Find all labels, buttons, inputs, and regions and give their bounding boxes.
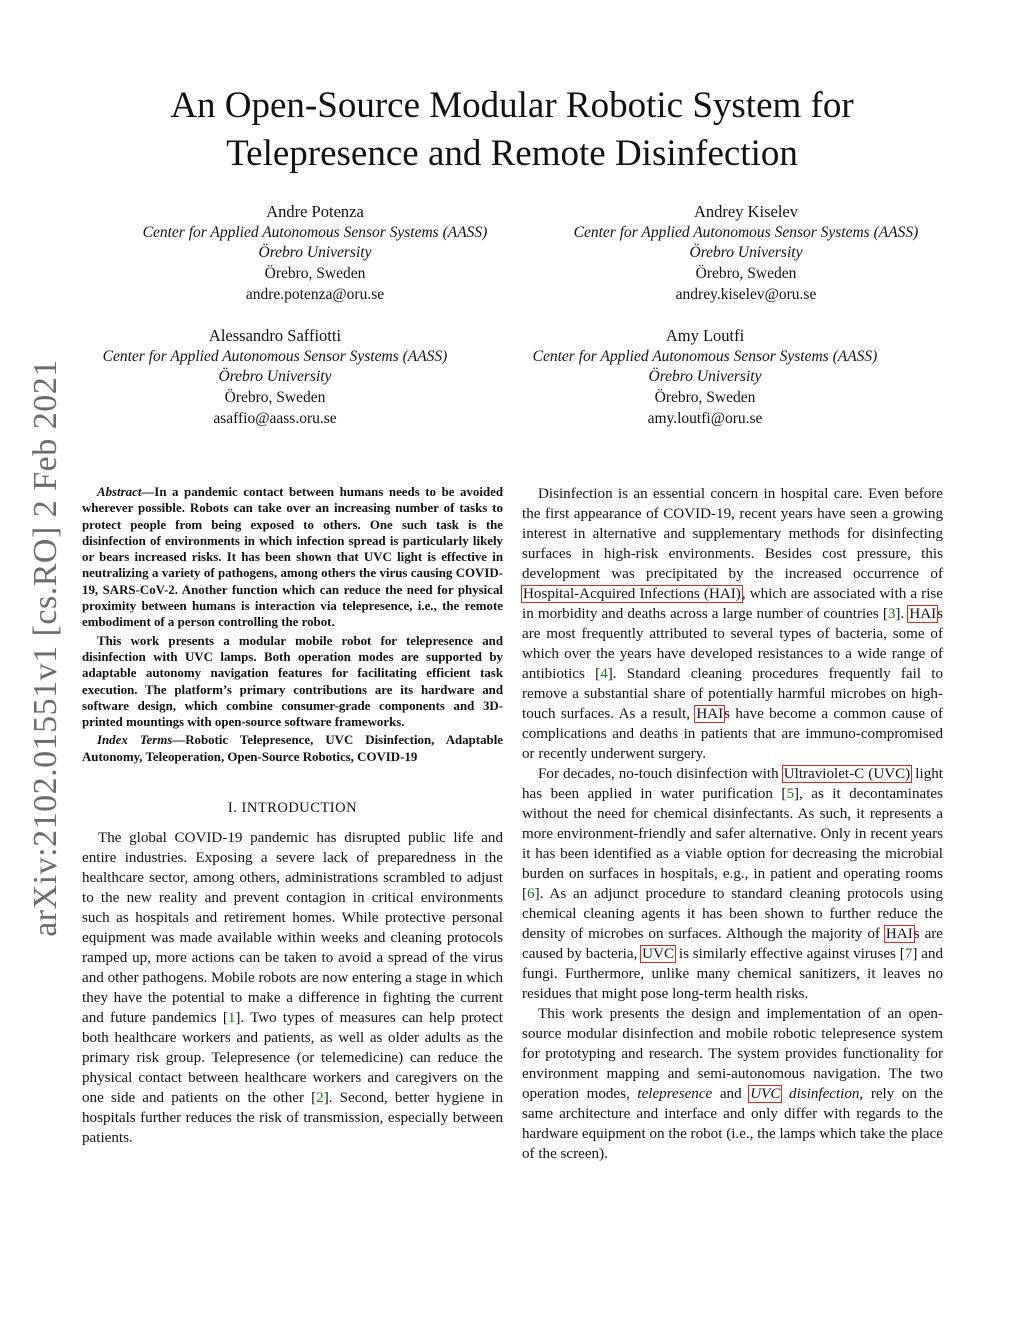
author-affiliation: Center for Applied Autonomous Sensor Systems (AASS) <box>102 347 448 365</box>
citation-link[interactable]: 3 <box>887 606 896 622</box>
abstract-label: Abstract <box>97 485 142 499</box>
text-run: is similarly effective against viruses <box>675 946 900 962</box>
text-run: . Two types of measures can help protect both healthcare workers and patients, as well as older adults as the primary risk group. Telepresence (or telemedicine) can reduce the physical contact between healthcare workers and caregivers on the one side and patients on the other <box>82 1010 503 1107</box>
left-column <box>82 484 503 1148</box>
acronym-link[interactable]: HAI <box>909 606 937 622</box>
paper-title <box>82 82 942 178</box>
text-run: s have become a common cause of complications and deaths in patients that are immuno-compromised or recently underwent surgery. <box>522 706 943 762</box>
text-run: . As an adjunct procedure to standard cleaning protocols using chemical cleaning agents it has been shown to further reduce the density of microbes on surfaces. Although the majority of <box>522 886 943 942</box>
section-title-rest: NTRODUCTION <box>246 800 358 817</box>
text-run: s are most frequently attributed to several types of bacteria, some of which over the years have developed resistances to a wide range of antibiotics <box>522 606 944 682</box>
text-run: . Second, better hygiene in hospitals further reduces the risk of transmission, especially between patients. <box>82 1090 503 1147</box>
acronym-link[interactable]: HAI <box>696 706 724 722</box>
body-paragraph-disinfection: Disinfection is an essential concern in hospital care. Even before the first appearance of COVID-19, recent years have seen a growing interest in alternative and supplementary methods for disinfecting surfaces in high-risk environments. Besides cost pressure, this development was precipitated by the increased occurrence of Hospital-Acquired Infections (HAI), which are associated with a rise in morbidity and deaths across a large number of countries [3]. HAIs are most frequently attributed to several types of bacteria, some of which over the years have developed resistances to a wide range of antibiotics [4]. Standard cleaning procedures frequently fail to remove a substantial share of potentially harmful microbes on high-touch surfaces. As a result, HAIs have become a common cause of complications and deaths in patients that are immuno-compromised or recently underwent surgery. <box>522 486 944 762</box>
text-run: light has been applied in water purification <box>522 766 943 802</box>
abstract-text-1: In a pandemic contact between humans needs to be avoided wherever possible. Robots can take over an increasing number of tasks to protect people from being exposed to others. One such task is the disinfection of environments in which infection spread is particularly likely or bears increased risks. It has been shown that UVC light is effective in neutralizing a variety of pathogens, among others the virus causing COVID-19, SARS-CoV-2. Another function which can reduce the need for physical proximity between humans is interaction via telepresence, i.e., the remote embodiment of a person controlling the robot. <box>82 485 503 630</box>
author-location: Örebro, Sweden <box>654 389 756 407</box>
citation-link[interactable]: 4 <box>600 666 608 682</box>
author-block-3 <box>70 326 480 430</box>
text-run: . Standard cleaning procedures frequently fail to remove a substantial share of potentially harmful microbes on high-touch surfaces. As a result, <box>522 666 943 722</box>
citation-link[interactable]: 1 <box>227 1010 236 1027</box>
intro-paragraph: The global COVID-19 pandemic has disrupted public life and entire industries. Exposing a severe lack of preparedness in the healthcare sector, among others, administrations scrambled to adjust to the new reality and prevent contagion in critical environments such as hospitals and retirement homes. While protective personal equipment was made available within weeks and cleaning protocols ramped up, more actions can be taken to avoid a spread of the virus and other pathogens. Mobile robots are now entering a stage in which they have the potential to make a difference in fighting the current and future pandemics [1]. Two types of measures can help protect both healthcare workers and patients, as well as older adults as the primary risk group. Telepresence (or telemedicine) can reduce the physical contact between healthcare workers and caregivers on the one side and patients on the other [2]. Second, better hygiene in hospitals further reduces the risk of transmission, especially between patients. <box>82 830 503 1147</box>
body-paragraph-uvc: For decades, no-touch disinfection with Ultraviolet-C (UVC) light has been applied in water purification [5], as it decontaminates without the need for chemical disinfectants. As such, it represents a more environment-friendly and safer alternative. Only in recent years it has been identified as a viable option for decreasing the microbial burden on surfaces in hospitals, e.g., in patient and operating rooms [6]. As an adjunct procedure to standard cleaning protocols using chemical cleaning agents it has been shown to further reduce the density of microbes on surfaces. Although the majority of HAIs are caused by bacteria, UVC is similarly effective against viruses [7] and fungi. Furthermore, unlike many chemical sanitizers, it leaves no residues that might pose long-term health risks. <box>522 766 943 1002</box>
index-terms: Index Terms—Robotic Telepresence, UVC Disinfection, Adaptable Autonomy, Teleoperation, Open-Source Robotics, COVID-19 <box>82 733 503 764</box>
citation-link[interactable]: 2 <box>316 1090 324 1107</box>
author-email[interactable]: asaffio@aass.oru.se <box>213 409 337 427</box>
body-paragraph-this-work <box>522 1004 943 1164</box>
text-run: s are caused by bacteria, <box>522 926 943 962</box>
citation-link[interactable]: 6 <box>527 886 535 902</box>
author-location: Örebro, Sweden <box>224 389 326 407</box>
text-run: For decades, no-touch disinfection with <box>538 766 783 782</box>
citation-link[interactable]: 7 <box>904 946 913 962</box>
arxiv-identifier: arXiv:2102.01551v1 [cs.RO] 2 Feb 2021 <box>27 359 64 937</box>
index-terms-text: Robotic Telepresence, UVC Disinfection, Adaptable Autonomy, Teleoperation, Open-Source Robotics, COVID-19 <box>82 733 503 764</box>
title-line-1: An Open-Source Modular Robotic System for <box>170 85 854 126</box>
author-location: Örebro, Sweden <box>695 265 797 283</box>
author-affiliation: Center for Applied Autonomous Sensor Systems (AASS) <box>573 223 919 241</box>
author-university: Örebro University <box>258 244 372 262</box>
acronym-link[interactable]: UVC <box>642 946 675 962</box>
text-run: . <box>900 606 909 622</box>
author-affiliation: Center for Applied Autonomous Sensor Systems (AASS) <box>532 347 878 365</box>
acronym-link[interactable]: Hospital-Acquired Infections (HAI) <box>523 586 741 602</box>
acronym-link[interactable]: Ultraviolet-C (UVC) <box>783 766 911 782</box>
section-first-letter: I <box>241 800 247 817</box>
author-location: Örebro, Sweden <box>264 265 366 283</box>
author-block-4 <box>500 326 910 430</box>
index-terms-label: Index Terms <box>97 733 173 748</box>
author-name: Alessandro Saffiotti <box>208 326 342 345</box>
abstract-paragraph-1: Abstract—In a pandemic contact between humans needs to be avoided wherever possible. Robots can take over an increasing number of tasks to protect people from being exposed to others. One such task is the disinfection of environments in which infection spread is particularly likely or bears increased risks. It has been shown that UVC light is effective in neutralizing a variety of pathogens, among others the virus causing COVID-19, SARS-CoV-2. Another function which can reduce the need for physical proximity between humans is interaction via telepresence, i.e., the remote embodiment of a person controlling the robot. <box>82 485 503 630</box>
citation-link[interactable]: 5 <box>786 786 794 802</box>
right-column <box>522 484 943 1164</box>
author-block-1 <box>110 202 520 306</box>
text-run: The global COVID-19 pandemic has disrupted public life and entire industries. Exposing a severe lack of preparedness in the healthcare sector, among others, administrations scrambled to adjust to the new reality and prevent contagion in critical environments such as hospitals and retirement homes. While protective personal equipment was made available within weeks and cleaning protocols ramped up, more actions can be taken to avoid a spread of the virus and other pathogens. Mobile robots are now entering a stage in which they have the potential to make a difference in fighting the current and future pandemics <box>82 830 503 1027</box>
author-email[interactable]: amy.loutfi@oru.se <box>647 409 763 427</box>
abstract-paragraph-2: This work presents a modular mobile robot for telepresence and disinfection with UVC lamps. Both operation modes are supported by adaptable autonomy navigation features for facilitating efficient task execution. The platform’s primary contributions are its hardware and software design, which combine consumer-grade components and 3D-printed mountings with open-source software frameworks. <box>82 633 503 730</box>
emphasis: telepresence <box>637 1086 713 1102</box>
text-run: and <box>712 1086 750 1102</box>
section-heading-introduction <box>82 798 503 818</box>
author-email[interactable]: andre.potenza@oru.se <box>245 285 385 303</box>
author-university: Örebro University <box>648 368 762 386</box>
text-run: This work presents the design and implementation of an open-source modular disinfection and mobile robotic telepresence system for prototyping and research. The system provides functionality for environment mapping and semi-autonomous navigation. The two operation modes, <box>522 1006 943 1102</box>
text-run: , which are associated with a rise in morbidity and deaths across a large number of countries <box>522 586 943 622</box>
text-run: , rely on the same architecture and interface and only differ with regards to the hardware equipment on the robot (i.e., the lamps which take the place of the screen). <box>522 1086 944 1162</box>
text-run: and fungi. Furthermore, unlike many chemical sanitizers, it leaves no residues that might pose long-term health risks. <box>522 946 943 1002</box>
author-block-2 <box>541 202 951 306</box>
author-email[interactable]: andrey.kiselev@oru.se <box>675 285 817 303</box>
text-run: , as it decontaminates without the need for chemical disinfectants. As such, it represents a more environment-friendly and safer alternative. Only in recent years it has been identified as a viable option for decreasing the microbial burden on surfaces in hospitals, e.g., in patient and operating rooms <box>522 786 943 882</box>
author-name: Amy Loutfi <box>665 326 745 345</box>
text-run: Disinfection is an essential concern in hospital care. Even before the first appearance of COVID-19, recent years have seen a growing interest in alternative and supplementary methods for disinfecting surfaces in high-risk environments. Besides cost pressure, this development was precipitated by the increased occurrence of <box>522 486 943 582</box>
title-line-2: Telepresence and Remote Disinfection <box>226 133 798 174</box>
section-numeral: I. <box>227 800 238 817</box>
author-affiliation: Center for Applied Autonomous Sensor Systems (AASS) <box>142 223 488 241</box>
author-university: Örebro University <box>218 368 332 386</box>
emphasis: disinfection <box>789 1086 860 1102</box>
acronym-link[interactable]: HAI <box>885 926 913 942</box>
author-university: Örebro University <box>689 244 803 262</box>
acronym-link[interactable]: UVC <box>750 1086 781 1102</box>
author-name: Andre Potenza <box>266 202 364 221</box>
author-name: Andrey Kiselev <box>693 202 798 221</box>
